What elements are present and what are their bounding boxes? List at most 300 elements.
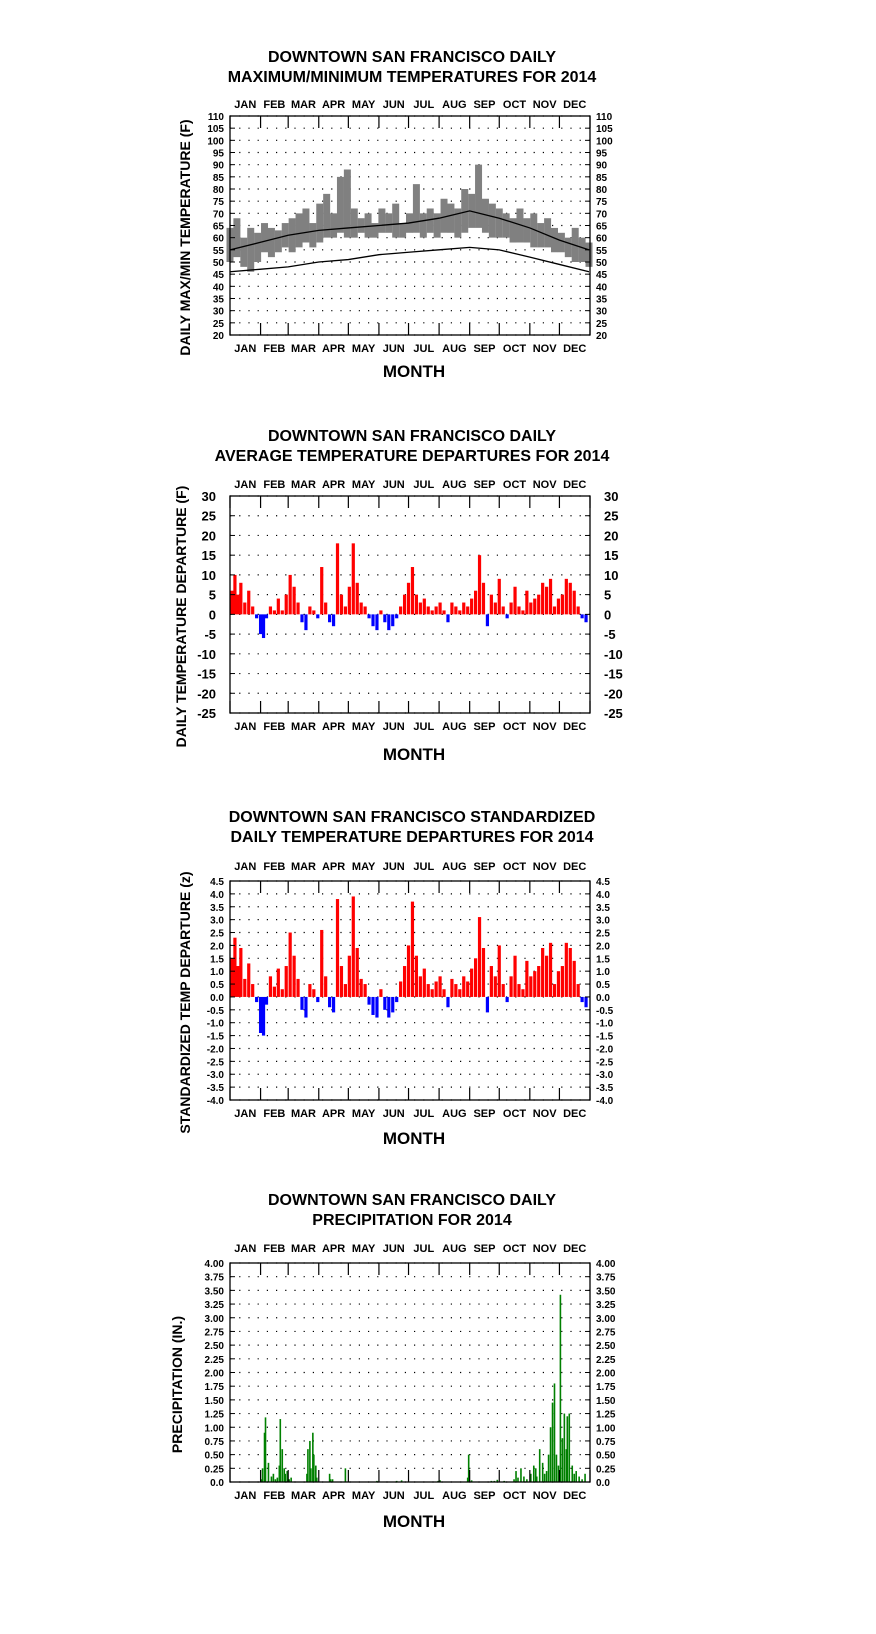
departure-bar <box>328 997 331 1007</box>
departure-bar <box>269 606 272 614</box>
departure-bar <box>423 969 426 997</box>
departure-bar <box>545 587 548 615</box>
precip-bar <box>271 1477 273 1482</box>
y-tick-label-left: 90 <box>212 160 224 172</box>
y-tick-label-left: 5 <box>208 587 216 603</box>
y-tick-label-right: 40 <box>596 282 608 294</box>
departure-bar <box>584 614 587 622</box>
departure-bar <box>308 606 311 614</box>
departure-bar <box>281 989 284 997</box>
departure-bar <box>371 997 374 1015</box>
departure-bar <box>236 966 239 997</box>
month-label-top: AUG <box>442 99 467 111</box>
departure-bar <box>415 595 418 615</box>
departure-bar <box>490 595 493 615</box>
month-label-top: JUL <box>413 1243 435 1255</box>
x-axis-label: MONTH <box>382 1512 446 1531</box>
departure-bar <box>251 606 254 614</box>
y-tick-label-right: 2.5 <box>596 928 610 940</box>
precip-bar <box>265 1417 267 1482</box>
departure-bar <box>251 984 254 997</box>
precip-bar <box>548 1455 550 1482</box>
y-tick-label-right: 70 <box>596 209 608 221</box>
month-label-bottom: DEC <box>563 721 587 733</box>
y-tick-label-left: 30 <box>201 489 216 504</box>
precip-bar <box>560 1295 562 1482</box>
departure-bar <box>549 579 552 615</box>
y-tick-label-right: -1.0 <box>596 1018 614 1030</box>
maxmin-temperature-chart <box>177 49 613 381</box>
precip-bar <box>556 1455 558 1482</box>
precip-bar <box>280 1419 282 1482</box>
departure-bar <box>273 987 276 997</box>
y-tick-label-left: -20 <box>197 686 216 702</box>
month-label-top: FEB <box>263 99 286 111</box>
month-label-top: NOV <box>532 861 557 873</box>
month-label-top: OCT <box>502 479 527 491</box>
departure-bar <box>442 989 445 997</box>
departure-bar <box>561 595 564 615</box>
departure-bar <box>296 603 299 615</box>
month-label-top: SEP <box>473 479 496 491</box>
departure-bar <box>391 997 394 1012</box>
departure-bar <box>273 610 276 614</box>
y-tick-label-left: -15 <box>197 666 216 682</box>
departure-bar <box>466 981 469 996</box>
month-label-top: JUL <box>413 479 435 491</box>
departure-bar <box>509 976 512 997</box>
departure-bar <box>446 997 449 1007</box>
departure-bar <box>255 997 258 1002</box>
departure-bar <box>262 614 265 638</box>
y-tick-label-right: 95 <box>596 148 608 160</box>
y-tick-label-right: 50 <box>596 258 608 269</box>
departure-bar <box>383 997 386 1010</box>
departure-bar <box>348 587 351 615</box>
departure-bar <box>395 614 398 618</box>
departure-bar <box>533 971 536 997</box>
y-tick-label-right: 25 <box>604 508 619 524</box>
departure-bar <box>340 966 343 997</box>
month-label-top: SEP <box>473 1243 496 1255</box>
precip-bar <box>313 1455 315 1482</box>
month-label-top: FEB <box>263 479 286 491</box>
precip-bar <box>539 1449 541 1482</box>
y-tick-label-right: 2.75 <box>596 1327 616 1339</box>
month-label-bottom: DEC <box>563 1108 587 1120</box>
departure-bar <box>255 614 258 618</box>
departure-bar <box>537 966 540 997</box>
y-tick-label-left: 85 <box>212 172 224 184</box>
departure-bar <box>423 599 426 615</box>
month-label-top: OCT <box>502 861 527 873</box>
month-label-top: OCT <box>502 99 527 111</box>
departure-bar <box>320 930 323 997</box>
month-label-bottom: MAR <box>290 343 317 355</box>
y-tick-label-right: -2.5 <box>596 1057 614 1069</box>
departure-bar <box>427 606 430 614</box>
departure-bar <box>419 603 422 615</box>
departure-bar <box>236 595 239 615</box>
precip-bar <box>262 1468 264 1482</box>
departure-bar <box>565 943 568 997</box>
departure-bar <box>494 603 497 615</box>
y-tick-label-right: 30 <box>596 306 608 318</box>
chart-title-line: DAILY TEMPERATURE DEPARTURES FOR 2014 <box>230 829 594 846</box>
precip-bar <box>562 1438 564 1482</box>
departure-bar <box>462 603 465 615</box>
month-label-bottom: SEP <box>473 343 496 355</box>
month-label-top: FEB <box>263 1243 286 1255</box>
y-tick-label-right: 55 <box>596 245 608 257</box>
month-label-bottom: OCT <box>502 1490 527 1502</box>
y-tick-label-right: 100 <box>596 136 613 148</box>
month-label-bottom: APR <box>321 721 346 733</box>
y-tick-label-left: -10 <box>197 646 216 662</box>
departure-bar <box>265 997 268 1005</box>
y-tick-label-right: 10 <box>604 567 619 583</box>
month-label-top: APR <box>321 861 346 873</box>
month-label-bottom: AUG <box>442 1490 467 1502</box>
y-tick-label-left: 1.5 <box>210 954 224 966</box>
precip-bar <box>578 1477 580 1482</box>
y-axis-label: STANDARDIZED TEMP DEPARTURE (z) <box>177 871 193 1134</box>
y-axis-label: PRECIPITATION (IN.) <box>169 1315 185 1454</box>
y-tick-label-left: 0.0 <box>210 992 224 1004</box>
chart-title-line: MAXIMUM/MINIMUM TEMPERATURES FOR 2014 <box>227 69 597 86</box>
y-tick-label-left: 30 <box>212 306 224 318</box>
departure-bar <box>506 997 509 1002</box>
y-tick-label-right: 4.00 <box>596 1259 616 1270</box>
departure-bar <box>565 579 568 615</box>
departure-bar <box>513 587 516 615</box>
y-tick-label-right: -3.5 <box>596 1083 614 1095</box>
departure-bar <box>573 591 576 615</box>
month-label-top: APR <box>321 99 346 111</box>
precip-bar <box>544 1474 546 1482</box>
y-tick-label-right: -15 <box>604 666 623 682</box>
departure-bar <box>435 981 438 996</box>
departure-bar <box>494 976 497 997</box>
y-tick-label-left: 110 <box>207 112 224 123</box>
departure-bar <box>403 595 406 615</box>
departure-bar <box>387 997 390 1018</box>
departure-bar <box>360 979 363 997</box>
precip-bar <box>284 1474 286 1482</box>
departure-bar <box>577 984 580 997</box>
departure-bar <box>411 902 414 997</box>
departure-bar <box>399 606 402 614</box>
month-label-top: AUG <box>442 861 467 873</box>
y-tick-label-left: 25 <box>201 508 216 524</box>
departure-bar <box>569 583 572 615</box>
y-tick-label-left: 105 <box>207 124 224 136</box>
month-label-top: AUG <box>442 1243 467 1255</box>
y-tick-label-right: 60 <box>596 233 608 245</box>
precip-bar <box>523 1477 525 1482</box>
departure-bar <box>584 997 587 1007</box>
y-tick-label-right: 0.5 <box>596 980 610 992</box>
departure-bar <box>529 976 532 997</box>
departure-bar <box>517 984 520 997</box>
month-label-top: MAY <box>351 861 376 873</box>
departure-bar <box>371 614 374 626</box>
departure-bar <box>360 603 363 615</box>
month-label-bottom: JAN <box>234 1490 257 1502</box>
y-tick-label-left: 3.50 <box>204 1286 224 1298</box>
departure-bar <box>364 984 367 997</box>
precip-bar <box>515 1471 517 1482</box>
departure-bar <box>506 614 509 618</box>
departure-bar <box>557 599 560 615</box>
normal-line <box>230 247 589 271</box>
month-label-bottom: APR <box>321 1108 346 1120</box>
departure-bar <box>379 989 382 997</box>
y-tick-label-left: -2.5 <box>206 1057 224 1069</box>
y-tick-label-right: 1.25 <box>596 1409 616 1421</box>
departure-bar <box>478 917 481 997</box>
y-tick-label-left: 2.00 <box>204 1368 224 1380</box>
chart-title-line: DOWNTOWN SAN FRANCISCO STANDARDIZED <box>228 809 596 826</box>
y-tick-label-right: -5 <box>604 627 616 643</box>
departure-bar <box>438 976 441 997</box>
departure-bar <box>446 614 449 622</box>
month-label-bottom: DEC <box>563 343 587 355</box>
y-tick-label-left: 2.25 <box>204 1354 224 1366</box>
precip-bar <box>290 1478 292 1482</box>
departure-bar <box>490 966 493 997</box>
departure-bar <box>549 943 552 997</box>
departure-bar <box>395 997 398 1002</box>
departure-bar <box>352 543 355 614</box>
departure-bar <box>435 606 438 614</box>
y-tick-label-left: 2.75 <box>204 1327 224 1339</box>
precip-bar <box>273 1474 275 1482</box>
departure-bar <box>304 997 307 1018</box>
y-tick-label-right: 1.0 <box>596 967 610 979</box>
month-label-top: MAR <box>290 99 317 111</box>
y-tick-label-right: -2.0 <box>596 1044 614 1056</box>
y-tick-label-right: 3.50 <box>596 1286 616 1298</box>
month-label-bottom: JUN <box>382 1490 405 1502</box>
departure-bar <box>537 595 540 615</box>
departure-bar <box>509 603 512 615</box>
month-label-bottom: DEC <box>563 1490 587 1502</box>
precip-bar <box>281 1449 283 1482</box>
departure-bar <box>581 614 584 618</box>
y-tick-label-right: -3.0 <box>596 1070 614 1082</box>
y-tick-label-right: 20 <box>604 528 619 544</box>
month-label-top: AUG <box>442 479 467 491</box>
departure-bar <box>344 984 347 997</box>
month-label-top: DEC <box>563 1243 587 1255</box>
departure-bar <box>328 614 331 622</box>
month-label-bottom: APR <box>321 1490 346 1502</box>
precip-bar <box>573 1474 575 1482</box>
month-label-bottom: JUL <box>413 343 435 355</box>
month-label-bottom: MAY <box>351 1108 376 1120</box>
departure-bar <box>569 948 572 997</box>
departure-bar <box>486 997 489 1012</box>
departure-bar <box>285 966 288 997</box>
month-label-top: JUN <box>382 99 405 111</box>
month-label-bottom: FEB <box>263 343 286 355</box>
month-label-bottom: JUL <box>413 1490 435 1502</box>
departure-bar <box>269 976 272 997</box>
departure-bar <box>316 997 319 1002</box>
departure-bar <box>247 591 250 615</box>
y-tick-label-right: 1.5 <box>596 954 610 966</box>
departure-bar <box>427 984 430 997</box>
month-label-bottom: FEB <box>263 721 286 733</box>
departure-bar <box>296 979 299 997</box>
departure-bar <box>289 575 292 614</box>
precip-bar <box>575 1471 577 1482</box>
departure-bar <box>399 981 402 996</box>
departure-bar <box>502 984 505 997</box>
departure-bar <box>419 976 422 997</box>
precip-bar <box>316 1478 318 1482</box>
departure-bar <box>262 997 265 1036</box>
departure-bar <box>259 997 262 1033</box>
departure-bar <box>553 984 556 997</box>
departure-bar <box>478 555 481 614</box>
departure-bar <box>458 989 461 997</box>
y-tick-label-left: -1.5 <box>206 1031 224 1043</box>
y-tick-label-left: 2.50 <box>204 1341 224 1353</box>
y-tick-label-right: -1.5 <box>596 1031 614 1043</box>
month-label-bottom: MAY <box>351 1490 376 1502</box>
precip-bar <box>533 1466 535 1482</box>
y-tick-label-right: 3.5 <box>596 902 610 914</box>
month-label-bottom: AUG <box>442 343 467 355</box>
departure-bar <box>415 956 418 997</box>
y-tick-label-right: 35 <box>596 294 608 306</box>
y-tick-label-right: 2.50 <box>596 1341 616 1353</box>
chart-title-line: AVERAGE TEMPERATURE DEPARTURES FOR 2014 <box>214 448 610 465</box>
y-tick-label-right: -4.0 <box>596 1096 614 1107</box>
y-tick-label-left: 60 <box>212 233 224 245</box>
departure-bar <box>375 614 378 630</box>
x-axis-label: MONTH <box>382 1129 446 1148</box>
departure-bar <box>541 948 544 997</box>
month-label-bottom: AUG <box>442 1108 467 1120</box>
precip-bar <box>552 1403 554 1482</box>
y-tick-label-left: 25 <box>212 318 224 330</box>
y-tick-label-right: 25 <box>596 318 608 330</box>
departure-bar <box>533 599 536 615</box>
y-tick-label-right: 2.25 <box>596 1354 616 1366</box>
y-tick-label-right: 3.00 <box>596 1313 616 1325</box>
y-tick-label-right: -0.5 <box>596 1005 614 1017</box>
departure-bar <box>454 984 457 997</box>
y-tick-label-right: 2.00 <box>596 1368 616 1380</box>
month-label-bottom: JAN <box>234 343 257 355</box>
y-tick-label-left: 3.0 <box>210 915 224 927</box>
precip-bar <box>268 1463 270 1482</box>
departure-bar <box>498 579 501 615</box>
y-tick-label-right: 4.5 <box>596 877 610 888</box>
month-label-bottom: JUN <box>382 721 405 733</box>
departure-bar <box>454 606 457 614</box>
departure-bar <box>367 614 370 618</box>
y-tick-label-right: 65 <box>596 221 608 233</box>
y-tick-label-left: 3.25 <box>204 1300 224 1312</box>
y-tick-label-left: 40 <box>212 282 224 294</box>
month-label-bottom: MAR <box>290 1490 317 1502</box>
departure-bar <box>356 583 359 615</box>
departure-bar <box>466 606 469 614</box>
departure-bar <box>553 606 556 614</box>
month-label-bottom: NOV <box>532 721 557 733</box>
departure-bar <box>340 595 343 615</box>
precip-bar <box>536 1477 538 1482</box>
departure-bar <box>470 599 473 615</box>
y-tick-label-left: 20 <box>201 528 216 544</box>
departure-bar <box>230 958 233 997</box>
month-label-top: APR <box>321 479 346 491</box>
departure-bar <box>367 997 370 1005</box>
month-label-top: MAY <box>351 479 376 491</box>
y-tick-label-left: 1.50 <box>204 1395 224 1407</box>
y-tick-label-left: 3.00 <box>204 1313 224 1325</box>
departure-bar <box>344 606 347 614</box>
departure-bar <box>411 567 414 614</box>
departure-bar <box>525 961 528 997</box>
departure-bar <box>308 984 311 997</box>
departure-bar <box>336 543 339 614</box>
y-axis-label: DAILY TEMPERATURE DEPARTURE (F) <box>173 485 189 748</box>
x-axis-label: MONTH <box>382 362 446 381</box>
departure-bar <box>557 971 560 997</box>
y-tick-label-left: 4.00 <box>204 1259 224 1270</box>
departure-bar <box>277 599 280 615</box>
departure-bar <box>474 958 477 997</box>
month-label-bottom: OCT <box>502 721 527 733</box>
departure-bar <box>324 603 327 615</box>
departure-bar <box>364 606 367 614</box>
y-tick-label-left: -25 <box>197 706 216 721</box>
month-label-bottom: NOV <box>532 343 557 355</box>
departure-bar <box>450 979 453 997</box>
month-label-top: DEC <box>563 861 587 873</box>
y-tick-label-right: 2.0 <box>596 941 610 953</box>
departure-bar <box>577 606 580 614</box>
y-tick-label-left: -3.5 <box>206 1083 224 1095</box>
y-tick-label-right: -20 <box>604 686 623 702</box>
departure-bar <box>336 899 339 997</box>
precip-bar <box>345 1468 347 1482</box>
departure-bar <box>482 583 485 615</box>
y-tick-label-right: 45 <box>596 270 608 282</box>
departure-bar <box>247 963 250 996</box>
departure-bar <box>281 610 284 614</box>
y-tick-label-right: 4.0 <box>596 889 610 901</box>
y-tick-label-right: 15 <box>604 548 619 564</box>
departure-bar <box>474 591 477 615</box>
y-tick-label-right: 3.25 <box>596 1300 616 1312</box>
month-label-bottom: SEP <box>473 1108 496 1120</box>
y-tick-label-left: 4.0 <box>210 889 224 901</box>
precip-bar <box>571 1466 573 1482</box>
departure-bar <box>581 997 584 1002</box>
month-label-bottom: MAY <box>351 721 376 733</box>
y-tick-label-right: 0.50 <box>596 1450 616 1462</box>
plot-frame <box>230 1263 590 1482</box>
chart-title-line: DOWNTOWN SAN FRANCISCO DAILY <box>268 49 556 66</box>
y-tick-label-left: 0.25 <box>204 1464 224 1476</box>
y-tick-label-left: 1.00 <box>204 1423 224 1435</box>
